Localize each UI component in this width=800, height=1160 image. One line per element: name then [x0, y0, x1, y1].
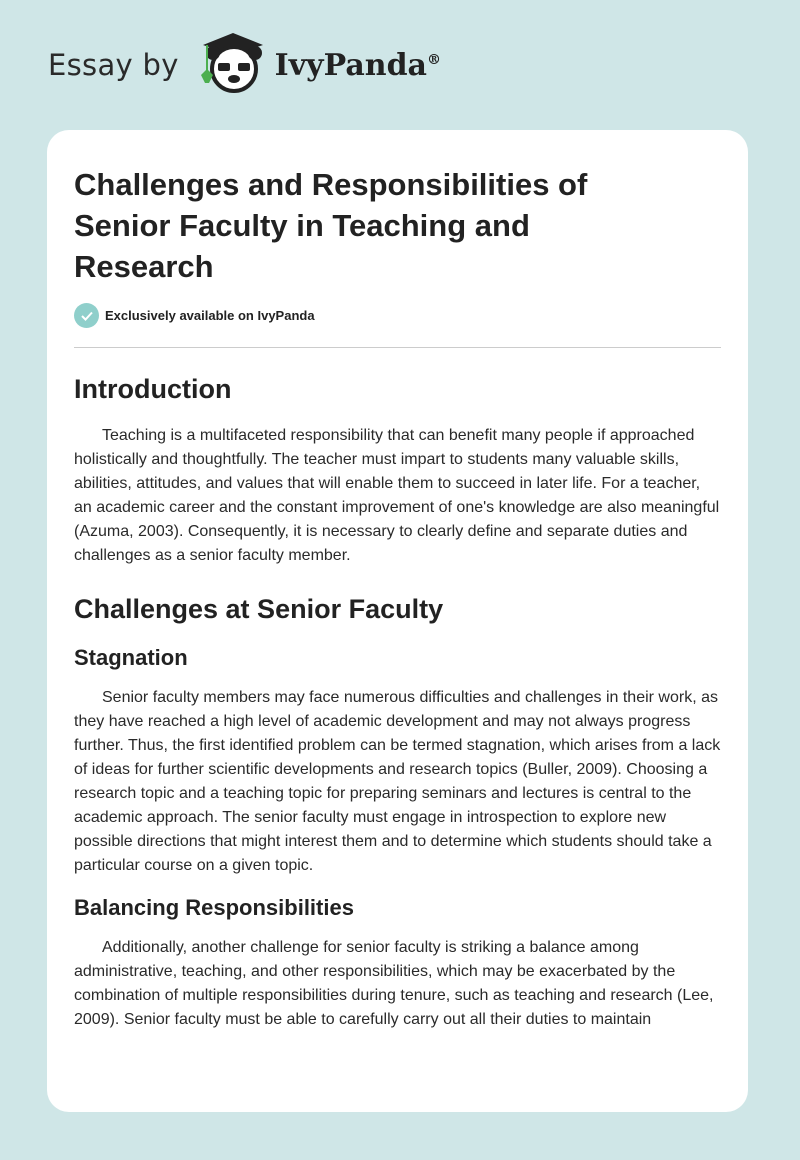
brand-text: IvyPanda: [274, 47, 427, 83]
essay-title: Challenges and Responsibilities of Senior Faculty in Teaching and Research: [74, 167, 588, 284]
essay-by-label: Essay by: [48, 48, 179, 82]
registered-mark: ®: [427, 51, 441, 68]
badge-label: Exclusively available on IvyPanda: [105, 308, 315, 323]
check-icon: [74, 303, 99, 328]
paragraph-stagnation: Senior faculty members may face numerous difficulties and challenges in their work, as they have reached a high level of academic development and may not always progress further. Thus, the first identified problem can be termed stagnation, which arises from a lack of ideas for further scientific developments and research topics (Buller, 2009). Choosing a research topic and a teaching topic for preparing seminars and lectures is central to the academic approach. The senior faculty must engage in introspection to explore new possible directions that might interest them and to determine which students should take a particular course on a given topic.: [74, 689, 721, 874]
site-header: [48, 30, 441, 100]
brand-name[interactable]: [275, 48, 441, 83]
divider: [74, 347, 721, 348]
paragraph-introduction: Teaching is a multifaceted responsibility that can benefit many people if approached holistically and thoughtfully. The teacher must impart to students many valuable skills, abilities, attitudes, and values that will enable them to succeed in later life. For a teacher, an academic career and the constant improvement of one's knowledge are also meaningful (Azuma, 2003). Consequently, it is necessary to clearly define and separate duties and challenges as a senior faculty member.: [74, 427, 720, 564]
heading-balancing: Balancing Responsibilities: [74, 895, 354, 920]
exclusive-badge: [74, 303, 721, 328]
heading-introduction: Introduction: [74, 374, 232, 404]
panda-logo-icon[interactable]: [197, 31, 267, 100]
heading-challenges: Challenges at Senior Faculty: [74, 594, 444, 624]
heading-stagnation: Stagnation: [74, 645, 188, 670]
paragraph-balancing: Additionally, another challenge for senior faculty is striking a balance among administrative, teaching, and other responsibilities, which may be exacerbated by the combination of multiple responsibilities during tenure, such as teaching and research (Lee, 2009). Senior faculty must be able to carefully carry out all their duties to maintain: [74, 939, 714, 1028]
essay-card: [47, 130, 748, 1112]
